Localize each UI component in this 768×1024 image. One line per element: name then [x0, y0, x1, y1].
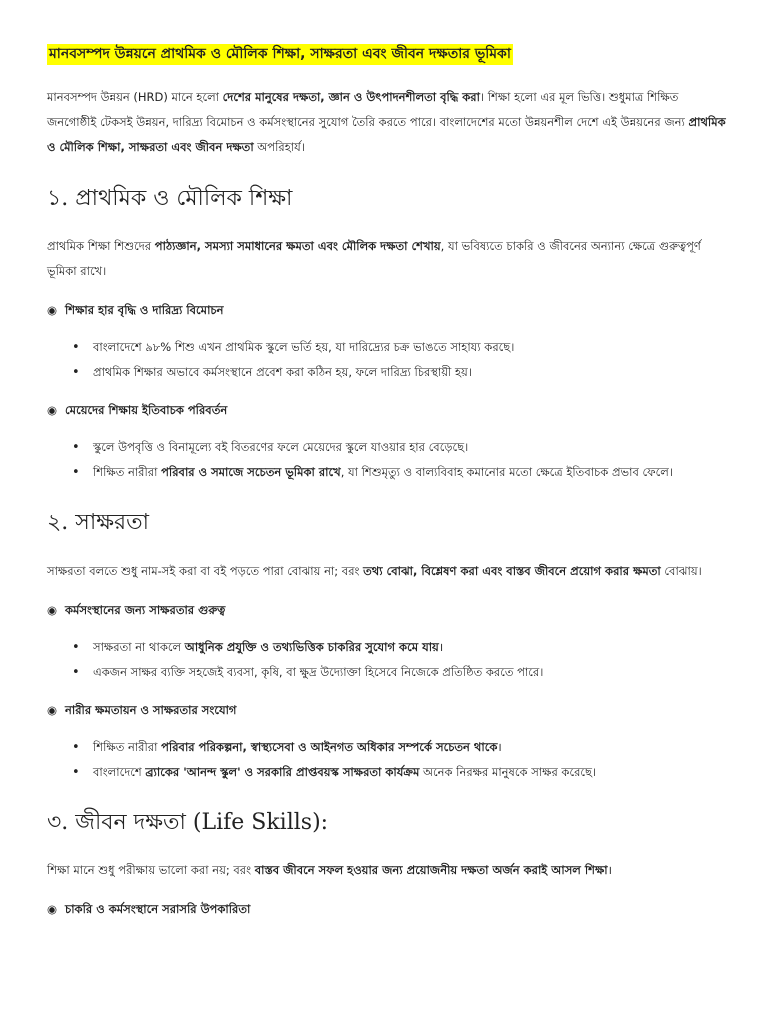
s2-subheading-2	[47, 700, 727, 720]
li-bold: ব্র্যাকের 'আনন্দ স্কুল' ও সরকারি প্রাপ্তবয়স্ক সাক্ষরতা কার্যক্রম	[145, 764, 420, 779]
s1-subheading-1	[47, 300, 727, 320]
intro-text-2: । শিক্ষা হলো এর মূল ভিত্তি। শুধুমাত্র শিক্ষিত জনগোষ্ঠীই টেকসই উন্নয়ন, দারিদ্র্য বিমোচন ও কর্মসংস্থানের সুযোগ তৈরি করতে পারে। বাংলাদেশের মতো উন্নয়নশীল দেশে এই উন্নয়নের জন্য	[47, 89, 689, 129]
document-page	[47, 44, 727, 935]
intro-bold-1: দেশের মানুষের দক্ষতা, জ্ঞান ও উৎপাদনশীলতা বৃদ্ধি করা	[222, 89, 480, 104]
li-text: শিক্ষিত নারীরা	[93, 465, 162, 480]
s1-text-1: প্রাথমিক শিক্ষা শিশুদের	[47, 239, 155, 254]
s2-sub2-label: নারীর ক্ষমতায়ন ও সাক্ষরতার সংযোগ	[65, 702, 237, 717]
radio-bullet-icon: ◉	[47, 403, 58, 418]
s2-sub2-list	[47, 736, 727, 784]
section-2-heading: ২. সাক্ষরতা	[47, 510, 150, 536]
list-item	[93, 461, 727, 484]
list-item: • স্কুলে উপবৃত্তি ও বিনামূল্যে বই বিতরণের ফলে মেয়েদের স্কুলে যাওয়ার হার বেড়েছে।	[93, 436, 727, 459]
radio-bullet-icon: ◉	[47, 702, 58, 717]
s2-bold-1: তথ্য বোঝা, বিশ্লেষণ করা এবং বাস্তব জীবনে প্রয়োগ করার ক্ষমতা	[363, 563, 661, 578]
s2-sub1-list	[47, 636, 727, 684]
li-text: অনেক নিরক্ষর মানুষকে সাক্ষর করেছে।	[419, 764, 597, 779]
section-1-heading: ১. প্রাথমিক ও মৌলিক শিক্ষা	[47, 185, 293, 211]
s2-text-2: বোঝায়।	[660, 563, 702, 578]
intro-bold-2: প্রাথমিক ও মৌলিক শিক্ষা, সাক্ষরতা এবং জীবন দক্ষতা	[47, 114, 726, 154]
document-title: মানবসম্পদ উন্নয়নে প্রাথমিক ও মৌলিক শিক্ষা, সাক্ষরতা এবং জীবন দক্ষতার ভূমিকা	[47, 44, 513, 65]
list-item	[93, 761, 727, 784]
radio-bullet-icon: ◉	[47, 602, 58, 617]
section-3-heading: ৩. জীবন দক্ষতা (Life Skills):	[47, 809, 329, 835]
section-2-paragraph	[47, 559, 727, 584]
list-item	[93, 636, 727, 659]
li-text: শিক্ষিত নারীরা	[93, 739, 162, 754]
s1-sub2-list	[47, 436, 727, 484]
list-item: • একজন সাক্ষর ব্যক্তি সহজেই ব্যবসা, কৃষি, বা ক্ষুদ্র উদ্যোক্তা হিসেবে নিজেকে প্রতিষ্ঠিত করতে পারে।	[93, 661, 727, 684]
intro-paragraph	[47, 85, 727, 160]
li-text: , যা শিশুমৃত্যু ও বাল্যবিবাহ কমানোর মতো ক্ষেত্রে ইতিবাচক প্রভাব ফেলে।	[340, 465, 673, 480]
li-bold: পরিবার ও সমাজে সচেতন ভূমিকা রাখে	[161, 465, 341, 480]
s3-sub1-label: চাকরি ও কর্মসংস্থানে সরাসরি উপকারিতা	[65, 902, 251, 917]
intro-text-3: অপরিহার্য।	[253, 139, 305, 154]
radio-bullet-icon: ◉	[47, 303, 58, 318]
s1-subheading-2	[47, 400, 727, 420]
s2-sub1-label: কর্মসংস্থানের জন্য সাক্ষরতার গুরুত্ব	[65, 602, 226, 617]
s1-bold-1: পাঠ্যজ্ঞান, সমস্যা সমাধানের ক্ষমতা এবং মৌলিক দক্ষতা শেখায়	[154, 239, 441, 254]
intro-text-1: মানবসম্পদ উন্নয়ন (HRD) মানে হলো	[47, 89, 223, 104]
li-bold: আধুনিক প্রযুক্তি ও তথ্যভিত্তিক চাকরির সুযোগ কমে যায়	[184, 639, 439, 654]
s3-subheading-1	[47, 899, 727, 919]
section-1-paragraph	[47, 234, 727, 284]
s1-sub1-list	[47, 336, 727, 384]
list-item: • প্রাথমিক শিক্ষার অভাবে কর্মসংস্থানে প্রবেশ করা কঠিন হয়, ফলে দারিদ্র্য চিরস্থায়ী হয়।	[93, 361, 727, 384]
s3-text-2: ।	[607, 863, 612, 878]
s2-text-1: সাক্ষরতা বলতে শুধু নাম-সই করা বা বই পড়তে পারা বোঝায় না; বরং	[47, 563, 364, 578]
list-item	[93, 736, 727, 759]
radio-bullet-icon: ◉	[47, 902, 58, 917]
s3-bold-1: বাস্তব জীবনে সফল হওয়ার জন্য প্রয়োজনীয় দক্ষতা অর্জন করাই আসল শিক্ষা	[254, 863, 608, 878]
li-text: সাক্ষরতা না থাকলে	[93, 639, 185, 654]
section-3-paragraph	[47, 858, 727, 883]
s2-subheading-1	[47, 600, 727, 620]
li-text: ।	[497, 739, 502, 754]
s1-sub1-label: শিক্ষার হার বৃদ্ধি ও দারিদ্র্য বিমোচন	[65, 303, 224, 318]
li-text: বাংলাদেশে	[93, 764, 146, 779]
list-item: • বাংলাদেশে ৯৮% শিশু এখন প্রাথমিক স্কুলে ভর্তি হয়, যা দারিদ্র্যের চক্র ভাঙতে সাহায্য করছে।	[93, 336, 727, 359]
li-text: ।	[438, 639, 444, 654]
li-bold: পরিবার পরিকল্পনা, স্বাস্থ্যসেবা ও আইনগত অধিকার সম্পর্কে সচেতন থাকে	[161, 739, 498, 754]
s1-text-2: , যা ভবিষ্যতে চাকরি ও জীবনের অন্যান্য ক্ষেত্রে গুরুত্বপূর্ণ ভূমিকা রাখে।	[47, 239, 701, 279]
s3-text-1: শিক্ষা মানে শুধু পরীক্ষায় ভালো করা নয়; বরং	[47, 863, 255, 878]
s1-sub2-label: মেয়েদের শিক্ষায় ইতিবাচক পরিবর্তন	[65, 403, 228, 418]
